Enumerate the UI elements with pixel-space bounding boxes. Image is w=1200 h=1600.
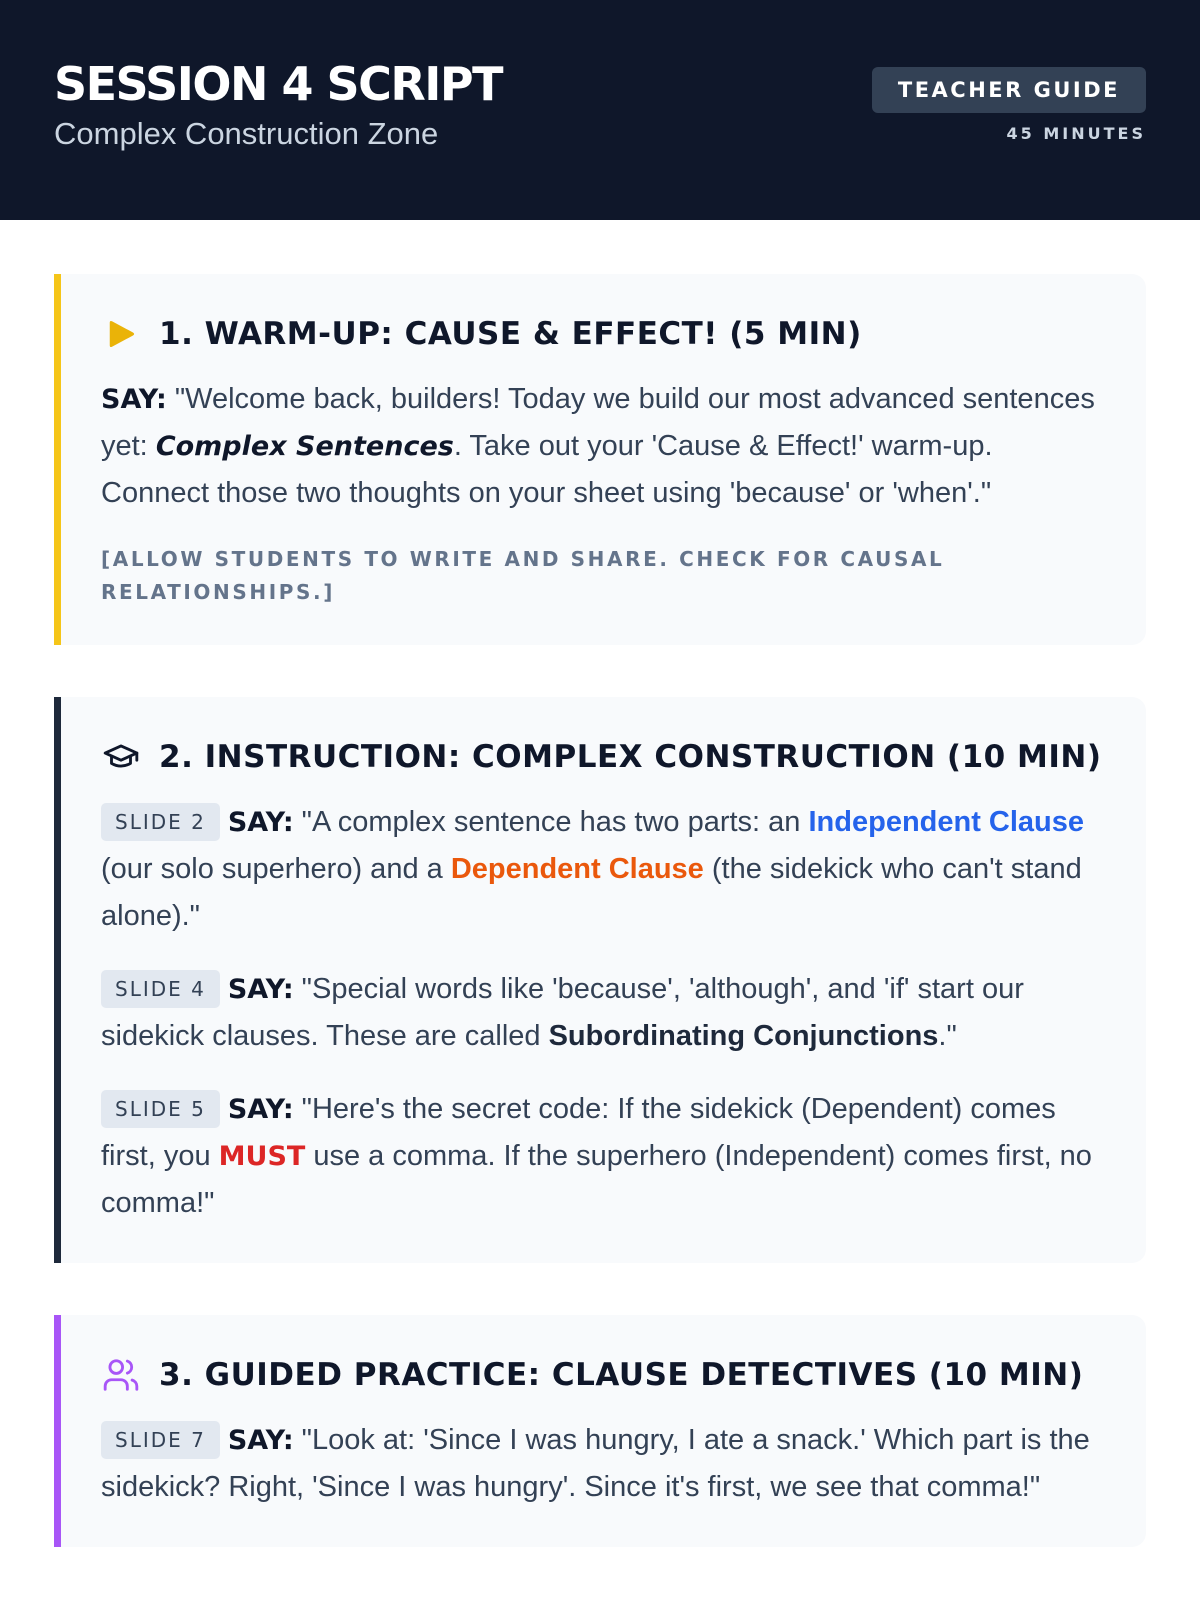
section-warm-up: [54, 274, 1146, 645]
page-header: [0, 0, 1200, 220]
say-label: SAY:: [227, 1425, 294, 1456]
say-text: "Special words like 'because', 'although', and 'if' start our sidekick clauses. These are called: [101, 973, 1024, 1052]
say-text: (the sidekick who can't stand alone).": [101, 853, 1082, 932]
say-text: "A complex sentence has two parts: an: [293, 806, 809, 838]
say-text: "Here's the secret code: If the sidekick (Dependent) comes first, you: [101, 1093, 1056, 1172]
section-header: [101, 314, 1106, 354]
page-subtitle: Complex Construction Zone: [54, 116, 439, 151]
page-title: SESSION 4 SCRIPT: [54, 57, 503, 111]
say-label: SAY:: [227, 1094, 294, 1125]
say-text: "Welcome back, builders! Today we build our most advanced sentences yet:: [101, 383, 1095, 462]
section-instruction: [54, 697, 1146, 1263]
duration-label: 45 MINUTES: [1006, 124, 1146, 143]
slide-badge: SLIDE 5: [101, 1090, 220, 1128]
say-text: . Take out your 'Cause & Effect!' warm-up. Connect those two thoughts on your sheet using 'because' or 'when'.": [101, 430, 993, 509]
users-icon: [101, 1355, 141, 1395]
say-text: .": [938, 1020, 957, 1052]
say-text: "Look at: 'Since I was hungry, I ate a snack.' Which part is the sidekick? Right, 'Since I was hungry'. Since it's first, we see that comma!": [101, 1424, 1090, 1503]
say-paragraph: [101, 1086, 1106, 1227]
graduation-cap-icon: [101, 737, 141, 777]
say-text: use a comma. If the superhero (Independent) comes first, no comma!": [101, 1140, 1092, 1219]
say-paragraph: [101, 1417, 1106, 1511]
play-icon: [101, 314, 141, 354]
say-text: (our solo superhero) and a: [101, 853, 451, 885]
say-label: SAY:: [227, 974, 294, 1005]
section-header: [101, 1355, 1106, 1395]
section-guided-practice: [54, 1315, 1146, 1547]
section-title: 2. INSTRUCTION: COMPLEX CONSTRUCTION (10 MIN): [159, 739, 1102, 775]
teacher-note: [ALLOW STUDENTS TO WRITE AND SHARE. CHECK FOR CAUSAL RELATIONSHIPS.]: [101, 547, 945, 604]
section-title: 1. WARM-UP: CAUSE & EFFECT! (5 MIN): [159, 316, 862, 352]
say-paragraph: [101, 966, 1106, 1060]
subordinating-conjunctions-term: Subordinating Conjunctions: [548, 1020, 939, 1052]
slide-badge: SLIDE 7: [101, 1421, 220, 1459]
say-paragraph: [101, 376, 1106, 517]
dependent-clause-term: Dependent Clause: [450, 853, 704, 885]
slide-badge: SLIDE 2: [101, 803, 220, 841]
teacher-guide-badge: TEACHER GUIDE: [872, 67, 1146, 113]
must-emphasis: MUST: [218, 1141, 306, 1172]
say-label: SAY:: [101, 384, 167, 415]
emphasis-term: Complex Sentences: [155, 431, 454, 462]
section-header: [101, 737, 1106, 777]
say-paragraph: [101, 799, 1106, 940]
slide-badge: SLIDE 4: [101, 970, 220, 1008]
say-label: SAY:: [227, 807, 294, 838]
section-title: 3. GUIDED PRACTICE: CLAUSE DETECTIVES (10 MIN): [159, 1357, 1084, 1393]
script-content: [0, 220, 1200, 1547]
independent-clause-term: Independent Clause: [808, 806, 1085, 838]
